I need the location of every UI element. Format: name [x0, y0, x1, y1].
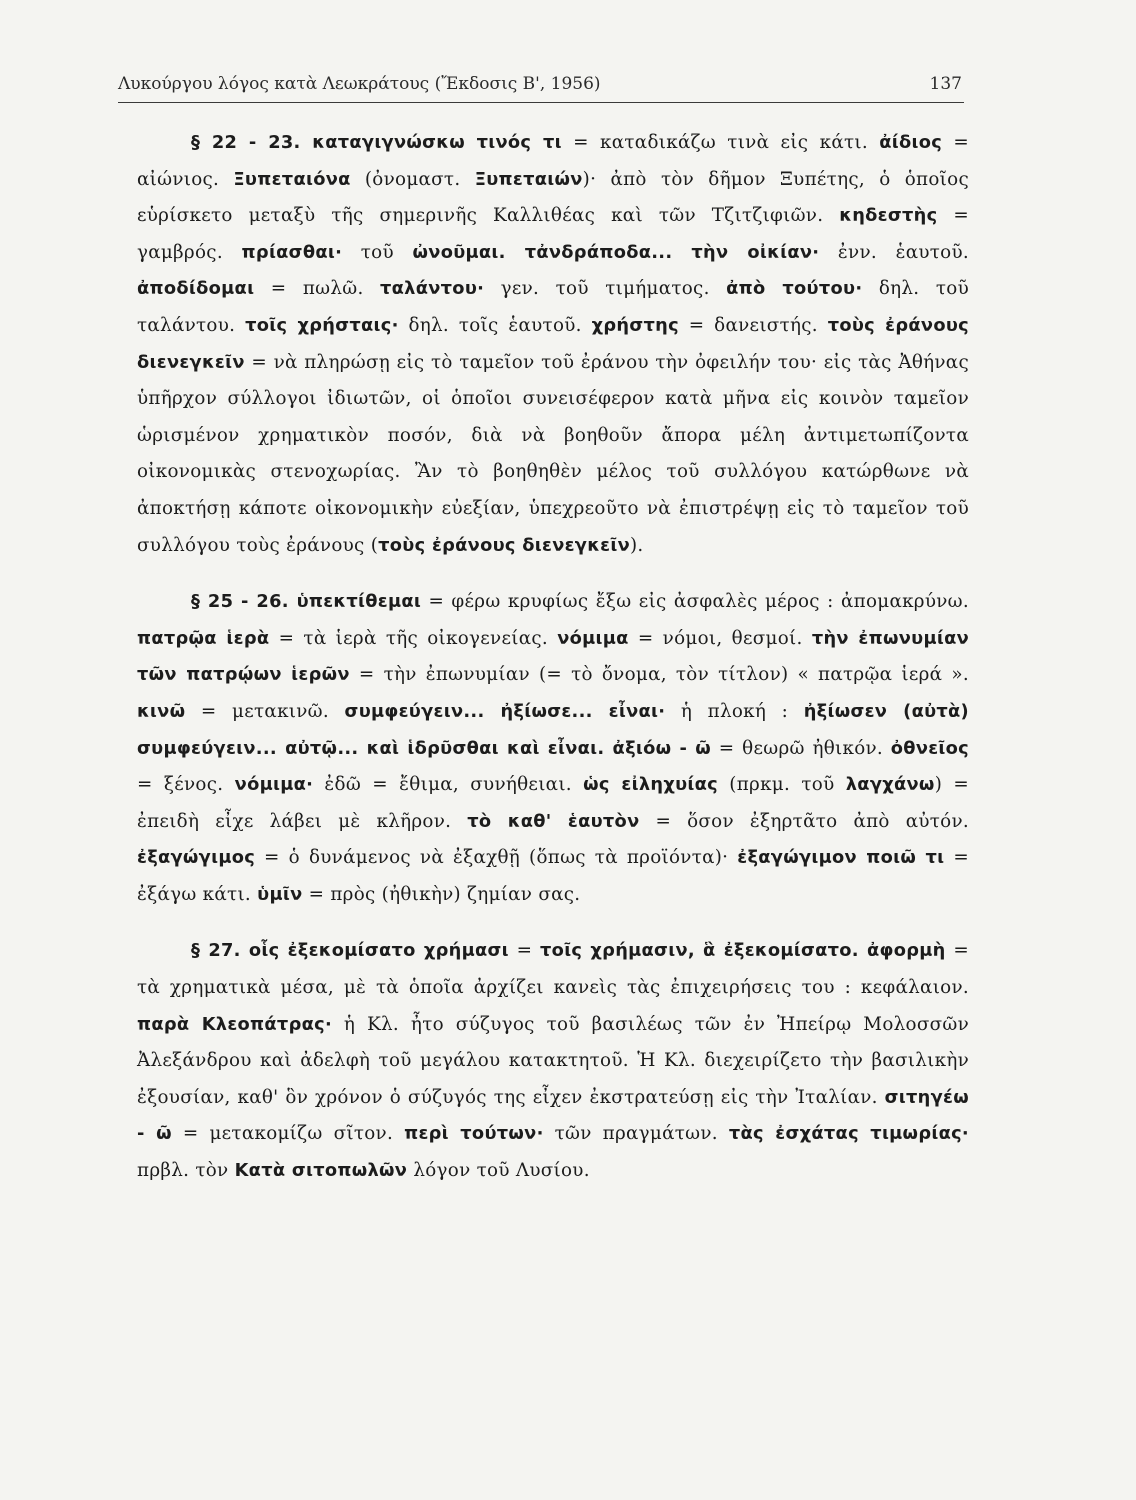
lemma-term: καταγιγνώσκω τινός τι — [312, 132, 562, 153]
running-header — [118, 72, 964, 103]
lemma-term: ταλάντου· — [380, 278, 485, 300]
gloss-text: τῶν πραγμάτων. — [543, 1123, 729, 1145]
gloss-text: (πρκμ. τοῦ — [718, 774, 846, 796]
gloss-text: = ὅσον ἐξηρτᾶτο ἀπὸ αὐτόν. — [639, 810, 970, 832]
section-number: § 25 - 26. — [191, 591, 297, 613]
lemma-term: ἀποδίδομαι — [137, 278, 255, 300]
gloss-text: = νὰ πληρώσῃ εἰς τὸ ταμεῖον τοῦ ἐράνου τὴν ὀφειλήν του· εἰς τὰς Ἀθήνας ὑπῆρχον σύλλογοι ἰδιωτῶν, οἱ ὁποῖοι συνεισέφερον κατὰ μῆνα εἰς κοινὸν ταμεῖον ὡρισμένον χρηματικὸν ποσόν, διὰ νὰ βοηθοῦν ἄπορα μέλη ἀντιμετωπίζοντα οἰκονομικὰς στενοχωρίας. Ἂν τὸ βοηθηθὲν μέλος τοῦ συλλόγου κατώρθωνε νὰ ἀποκτήσῃ κάποτε οἰκονομικὴν εὐεξίαν, ὑπεχρεοῦτο νὰ ἐπιστρέψῃ εἰς τὸ ταμεῖον τοῦ συλλόγου τοὺς ἐράνους ( — [137, 351, 969, 556]
lemma-term: τοὺς ἐράνους διενεγκεῖν — [378, 534, 630, 556]
lemma-term: ἀπὸ τούτου· — [726, 278, 863, 300]
gloss-text: = ἐξάγω κάτι. — [137, 847, 969, 905]
page-number: 137 — [929, 74, 962, 94]
lemma-term: Ξυπεταιών — [474, 168, 583, 190]
gloss-text: τοῦ — [342, 241, 413, 263]
lemma-term: ὡς εἰληχυίας — [583, 774, 719, 796]
lemma-term: κηδεστὴς — [839, 205, 938, 227]
lemma-term: οἷς ἐξεκομίσατο χρήμασι — [248, 940, 509, 962]
gloss-text: δηλ. τοῖς ἑαυτοῦ. — [398, 314, 592, 336]
gloss-text: πρβλ. τὸν — [137, 1160, 235, 1182]
gloss-text: ἡ Κλ. ἦτο σύζυγος τοῦ βασιλέως τῶν ἐν Ἠπείρῳ Μολοσσῶν Ἀλεξάνδρου καὶ ἀδελφὴ τοῦ μεγάλου κατακτητοῦ. Ἡ Κλ. διεχειρίζετο τὴν βασιλικὴν ἐξουσίαν, καθ' ὃν χρόνον ὁ σύζυγός της εἶχεν ἐκστρατεύσῃ εἰς τὴν Ἰταλίαν. — [137, 1013, 969, 1108]
lemma-term: ὠνοῦμαι. τἀνδράποδα... τὴν οἰκίαν· — [412, 241, 820, 263]
section-number: § 22 - 23. — [191, 132, 313, 153]
lemma-term: νόμιμα — [557, 627, 629, 649]
gloss-text: = φέρω κρυφίως ἔξω εἰς ἀσφαλὲς μέρος : ἀπομακρύνω. — [421, 591, 970, 613]
gloss-text: = τὴν ἐπωνυμίαν (= τὸ ὄνομα, τὸν τίτλον) « πατρῷα ἱερά ». — [349, 664, 969, 686]
lemma-term: Ξυπεταιόνα — [233, 168, 351, 190]
lemma-term: ὑμῖν — [257, 883, 303, 905]
lemma-term: σιτηγέω - ῶ — [137, 1086, 969, 1145]
lemma-term: ἠξίωσεν (αὐτὰ) συμφεύγειν... αὐτῷ... καὶ ἱδρῦσθαι καὶ εἶναι. ἀξιόω - ῶ — [137, 700, 969, 759]
gloss-text: = μετακομίζω σῖτον. — [171, 1123, 405, 1145]
lemma-term: συμφεύγειν... ἠξίωσε... εἶναι· — [344, 700, 666, 722]
gloss-text: ἡ πλοκή : — [665, 700, 804, 722]
lemma-term: νόμιμα· — [234, 774, 314, 796]
gloss-text: = δανειστής. — [678, 314, 828, 336]
gloss-text: ) = ἐπειδὴ εἶχε λάβει μὲ κλῆρον. — [137, 774, 969, 832]
lemma-term: ἀίδιος — [879, 132, 943, 153]
gloss-text: )· ἀπὸ τὸν δῆμον Ξυπέτης, ὁ ὁποῖος εὑρίσκετο μεταξὺ τῆς σημερινῆς Καλλιθέας καὶ τῶν Τζιτζιφιῶν. — [137, 168, 969, 227]
gloss-text: = καταδικάζω τινὰ εἰς κάτι. — [561, 132, 880, 153]
gloss-text: δηλ. τοῦ ταλάντου. — [137, 278, 969, 336]
gloss-text: (ὀνομαστ. — [350, 168, 475, 190]
gloss-text: = τὰ ἱερὰ τῆς οἰκογενείας. — [269, 627, 558, 649]
running-title: Λυκούργου λόγος κατὰ Λεωκράτους (Ἔκδοσις Β', 1956) — [118, 74, 601, 94]
gloss-text: = — [508, 940, 541, 962]
gloss-text: = γαμβρός. — [137, 205, 970, 263]
gloss-text: = θεωρῶ ἠθικόν. — [711, 737, 891, 759]
gloss-text: = πωλῶ. — [254, 278, 381, 300]
lemma-term: τοῖς χρήσταις· — [245, 314, 399, 336]
lemma-term: τὴν ἐπωνυμίαν τῶν πατρῴων ἱερῶν — [137, 627, 969, 686]
lemma-term: χρήστης — [591, 314, 679, 336]
lemma-term: πρίασθαι· — [241, 241, 343, 263]
section-number: § 27. — [191, 940, 249, 962]
gloss-text: λόγον τοῦ Λυσίου. — [407, 1160, 590, 1182]
lemma-term: τοὺς ἐράνους διενεγκεῖν — [137, 314, 970, 373]
lemma-term: ὑπεκτίθεμαι — [296, 591, 422, 613]
lemma-term: λαγχάνω — [845, 774, 935, 796]
lemma-term: ἐξαγώγιμον ποιῶ τι — [737, 847, 945, 869]
gloss-text: γεν. τοῦ τιμήματος. — [484, 278, 727, 300]
gloss-text: ἐδῶ = ἔθιμα, συνήθειαι. — [313, 774, 584, 796]
lemma-term: πατρῷα ἱερὰ — [137, 627, 270, 649]
gloss-text: = ὁ δυνάμενος νὰ ἐξαχθῇ (ὅπως τὰ προϊόντα)· — [255, 847, 738, 869]
lemma-term: τοῖς χρήμασιν, ἃ ἐξεκομίσατο. ἀφορμὴ — [540, 940, 946, 962]
lemma-term: περὶ τούτων· — [404, 1123, 544, 1145]
lemma-term: ὀθνεῖος — [890, 737, 970, 759]
gloss-text: = πρὸς (ἠθικὴν) ζημίαν σας. — [302, 883, 581, 905]
commentary-paragraph-27 — [137, 933, 969, 1189]
commentary-body — [137, 125, 969, 1190]
lemma-term: παρὰ Κλεοπάτρας· — [137, 1013, 333, 1035]
gloss-text: = νόμοι, θεσμοί. — [628, 627, 812, 649]
commentary-paragraph-22-23 — [137, 125, 969, 564]
gloss-text: ἐνν. ἑαυτοῦ. — [819, 241, 970, 263]
lemma-term: κινῶ — [137, 700, 186, 722]
gloss-text: = τὰ χρηματικὰ μέσα, μὲ τὰ ὁποῖα ἀρχίζει κανεὶς τὰς ἐπιχειρήσεις του : κεφάλαιον. — [137, 940, 969, 999]
lemma-term: τὸ καθ' ἑαυτὸν — [467, 810, 640, 832]
gloss-text: = αἰώνιος. — [137, 132, 970, 190]
lemma-term: Κατὰ σιτοπωλῶν — [234, 1160, 408, 1182]
lemma-term: ἐξαγώγιμος — [137, 847, 256, 869]
lemma-term: τὰς ἐσχάτας τιμωρίας· — [728, 1123, 969, 1145]
gloss-text: = μετακινῶ. — [185, 700, 345, 722]
gloss-text: ). — [629, 534, 644, 556]
gloss-text: = ξένος. — [137, 774, 235, 796]
commentary-paragraph-25-26 — [137, 584, 969, 913]
